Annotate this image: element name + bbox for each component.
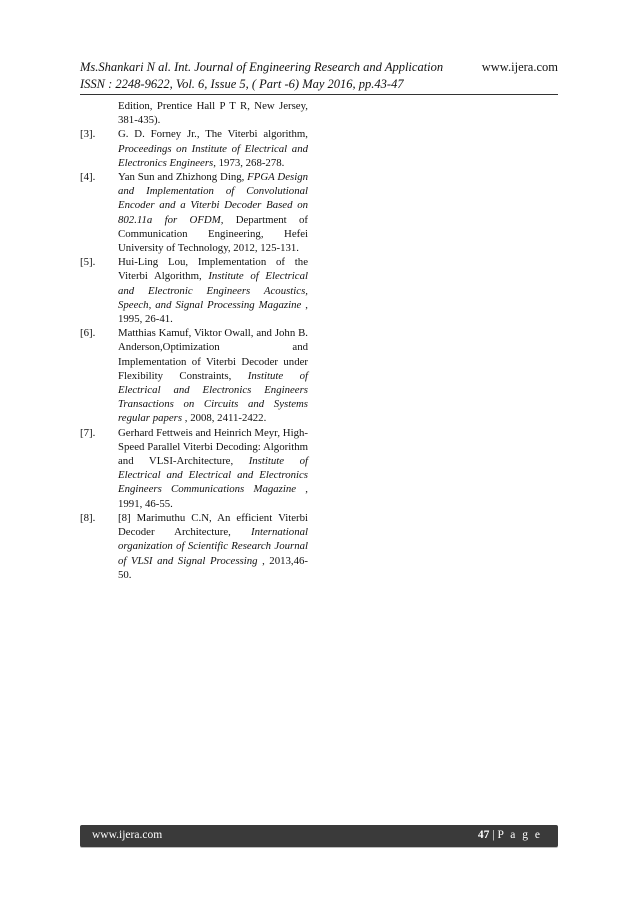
reference-venue-italic: Proceedings on Institute of Electrical and Electronics Engineers xyxy=(118,142,308,169)
reference-text-segment: Hui-Ling Lou, Implementation of the Viterbi Algorithm, xyxy=(118,256,308,283)
reference-item xyxy=(80,511,308,582)
reference-text xyxy=(118,426,308,511)
reference-list xyxy=(80,99,308,582)
reference-venue-italic: FPGA Design and Implementation of Convolutional Encoder and a Viterbi Decoder Based on 802.11a for OFDM, xyxy=(118,171,308,226)
reference-text xyxy=(118,255,308,326)
reference-item xyxy=(80,255,308,326)
page-footer xyxy=(80,825,558,847)
header-divider xyxy=(80,94,558,95)
reference-text xyxy=(118,99,308,127)
reference-text-segment: Department of Communication Engineering, Hefei University of Technology, 2012, 125-131. xyxy=(118,213,308,255)
reference-text-segment: Gerhard Fettweis and Heinrich Meyr, High-Speed Parallel Viterbi Decoding: Algorithm and VLSI-Architecture, xyxy=(118,426,308,468)
reference-venue-italic: Institute of Electrical and Electronics Engineers Transactions on Circuits and Systems regular papers xyxy=(118,369,308,425)
reference-item xyxy=(80,426,308,511)
reference-text-segment: , 1995, 26-41. xyxy=(118,298,308,326)
running-header-authors-journal: Ms.Shankari N al. Int. Journal of Engineering Research and Application xyxy=(80,60,444,74)
reference-number: [5]. xyxy=(80,256,96,269)
page-separator: | xyxy=(489,829,498,841)
reference-item xyxy=(80,170,308,255)
footer-url: www.ijera.com xyxy=(92,829,163,841)
reference-text-segment: , 2008, 2411-2422. xyxy=(182,412,267,425)
running-header-url: www.ijera.com xyxy=(481,60,558,74)
reference-venue-italic: Institute of Electrical and Electrical and Electronics Engineers Communications Magazine xyxy=(118,455,308,496)
running-header-issn: ISSN : 2248-9622, Vol. 6, Issue 5, ( Part -6) May 2016, pp.43-47 xyxy=(80,77,404,91)
footer-page-number xyxy=(478,829,542,841)
reference-text xyxy=(118,511,308,582)
reference-text-segment: Matthias Kamuf, Viktor Owall, and John B. Anderson,Optimization and Implementation of Viterbi Decoder under Flexibility Constraints, xyxy=(118,327,308,382)
reference-text-segment: [8] Marimuthu C.N, An efficient Viterbi Decoder Architecture, xyxy=(118,511,308,539)
reference-venue-italic: Institute of Electrical and Electronic Engineers Acoustics, Speech, and Signal Processing Magazine xyxy=(118,270,308,311)
reference-number: [6]. xyxy=(80,327,96,340)
reference-item xyxy=(80,99,308,127)
reference-number: [3]. xyxy=(80,128,96,141)
reference-number: [4]. xyxy=(80,171,96,184)
page-number: 47 xyxy=(477,829,490,841)
reference-text-segment: Yan Sun and Zhizhong Ding, xyxy=(118,171,248,184)
reference-text-segment: , 2013,46-50. xyxy=(118,554,308,581)
page-word: P a g e xyxy=(497,829,542,841)
reference-text xyxy=(118,326,308,425)
reference-text-segment: Edition, Prentice Hall P T R, New Jersey, 381-435). xyxy=(118,100,308,127)
reference-text-segment: G. D. Forney Jr., The Viterbi algorithm, xyxy=(118,128,308,141)
reference-item xyxy=(80,326,308,425)
reference-item xyxy=(80,127,308,170)
reference-text xyxy=(118,170,308,255)
reference-number: [8]. xyxy=(80,511,96,524)
reference-text xyxy=(118,127,308,170)
reference-venue-italic: International organization of Scientific Research Journal of VLSI and Signal Processing xyxy=(118,526,308,567)
reference-text-segment: , 1991, 46-55. xyxy=(118,483,308,510)
reference-number: [7]. xyxy=(80,426,96,439)
reference-text-segment: , 1973, 268-278. xyxy=(213,156,285,169)
